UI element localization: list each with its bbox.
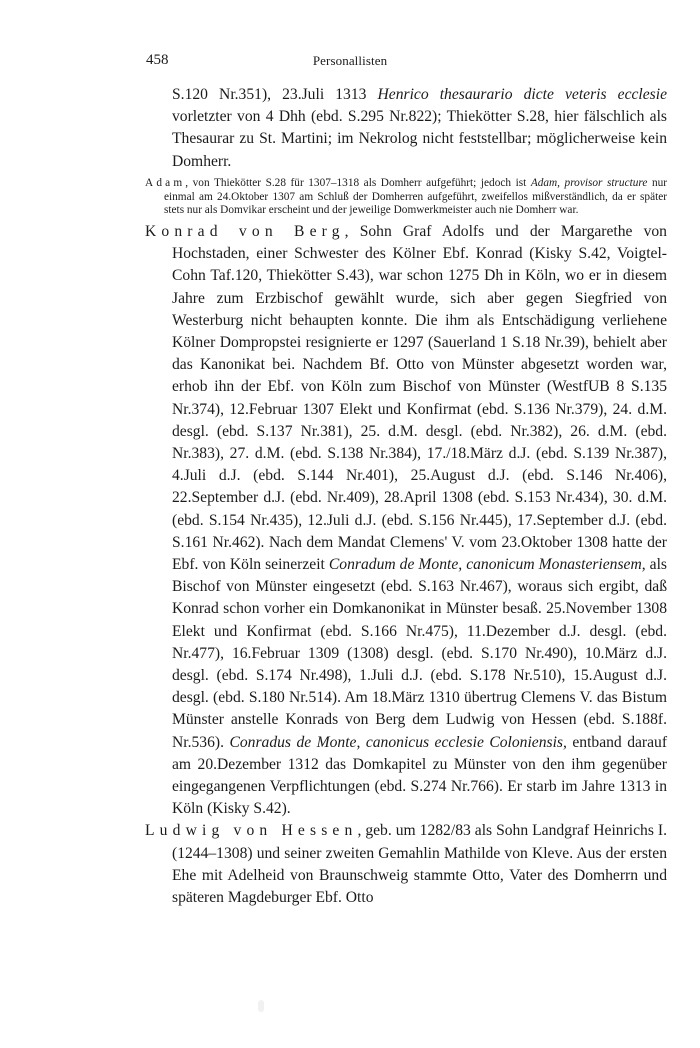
adam-latin-quote: Adam, provisor structure [530, 176, 648, 189]
konrad-latin-quote-2: Conradus de Monte, canonicus ecclesie Coloniensis, [229, 733, 567, 751]
entry-konrad-von-berg [145, 221, 667, 820]
continuation-text-end: vorletzter von 4 Dhh (ebd. S.295 Nr.822); Thiekötter S.28, hier fälschlich als Thesaurar zu St. Martini; im Nekrolog nicht feststellbar; möglicherweise kein Domherr. [172, 108, 667, 170]
paper-mark [258, 1000, 264, 1012]
entry-name-ludwig: Ludwig von Hessen [145, 822, 358, 840]
adam-text-end: nur einmal am 24.Oktober 1307 am Schluß der Domherren aufgeführt, zweifellos mißverständlich, da er später stets nur als Domvikar erscheint und der jeweilige Domwerkmeister auch nie Domherr war. [164, 176, 667, 217]
adam-text: , von Thiekötter S.28 für 1307–1318 als Domherr aufgeführt; jedoch ist [185, 176, 531, 189]
entry-continuation [145, 84, 667, 173]
running-title: Personallisten [312, 53, 388, 68]
entry-name-adam: Adam [145, 176, 186, 189]
konrad-text-3: entband darauf am 20.Dezember 1312 das Domkapitel zu Münster von den ihm gegenüber eingegangenen Verpflichtungen (ebd. S.274 Nr.766). Er starb im Jahre 1313 in Köln (Kisky S.42). [172, 733, 668, 818]
continuation-latin-quote: Henrico thesaurario dicte veteris ecclesie [377, 86, 667, 103]
konrad-latin-quote-1: Conradum de Monte, canonicum Monasteriensem, [328, 555, 646, 573]
text-body [145, 84, 667, 909]
entry-name-konrad: Konrad von Berg [145, 222, 345, 240]
konrad-text-2: als Bischof von Münster eingesetzt (ebd. S.163 Nr.467), woraus sich ergibt, daß Konrad schon vorher ein Domkanonikat in Münster besaß. 25.November 1308 Elekt und Konfirmat (ebd. S.166 Nr.475), 11.Dezember d.J. desgl. (ebd. Nr.477), 16.Februar 1309 (1308) desgl. (ebd. S.170 Nr.490), 10.März d.J. desgl. (ebd. S.174 Nr.498), 1.Juli d.J. (ebd. S.178 Nr.510), 15.August d.J. desgl. (ebd. S.180 Nr.514). Am 18.März 1310 übertrug Clemens V. das Bistum Münster anstelle Konrads von Berg dem Ludwig von Hessen (ebd. S.188f. Nr.536). [172, 555, 668, 751]
ludwig-text: , geb. um 1282/83 als Sohn Landgraf Heinrichs I. (1244–1308) und seiner zweiten Gemahlin Mathilde von Kleve. Aus der ersten Ehe mit Adelheid von Braunschweig stammte Otto, Vater des Domherrn und späteren Magdeburger Ebf. Otto [172, 822, 667, 907]
entry-adam [145, 177, 667, 218]
page-number: 458 [146, 52, 169, 68]
entry-ludwig-von-hessen [145, 820, 667, 909]
page-header [0, 52, 700, 76]
continuation-text: S.120 Nr.351), 23.Juli 1313 [172, 86, 378, 103]
konrad-text-1: , Sohn Graf Adolfs und der Margarethe von Hochstaden, einer Schwester des Kölner Ebf. Konrad (Kisky S.42, Voigtel-Cohn Taf.120, Thiekötter S.43), war schon 1275 Dh in Köln, wo er in diesem Jahre zum Erzbischof gewählt wurde, sich aber gegen Siegfried von Westerburg nicht behaupten konnte. Die ihm als Entschädigung verliehene Kölner Dompropstei resignierte er 1297 (Sauerland 1 S.18 Nr.39), behielt aber das Kanonikat bei. Nachdem Bf. Otto von Münster abgesetzt worden war, erhob ihn der Ebf. von Köln zum Bischof von Münster (WestfUB 8 S.135 Nr.374), 12.Februar 1307 Elekt und Konfirmat (ebd. S.136 Nr.379), 24. d.M. desgl. (ebd. S.137 Nr.381), 25. d.M. desgl. (ebd. Nr.382), 26. d.M. (ebd. Nr.383), 27. d.M. (ebd. S.138 Nr.384), 17./18.März d.J. (ebd. S.139 Nr.387), 4.Juli d.J. (ebd. S.144 Nr.401), 25.August d.J. (ebd. S.146 Nr.406), 22.September d.J. (ebd. Nr.409), 28.April 1308 (ebd. S.153 Nr.434), 30. d.M. (ebd. S.154 Nr.435), 12.Juli d.J. (ebd. S.156 Nr.445), 17.September d.J. (ebd. S.161 Nr.462). Nach dem Mandat Clemens' V. vom 23.Oktober 1308 hatte der Ebf. von Köln seinerzeit [172, 222, 667, 573]
